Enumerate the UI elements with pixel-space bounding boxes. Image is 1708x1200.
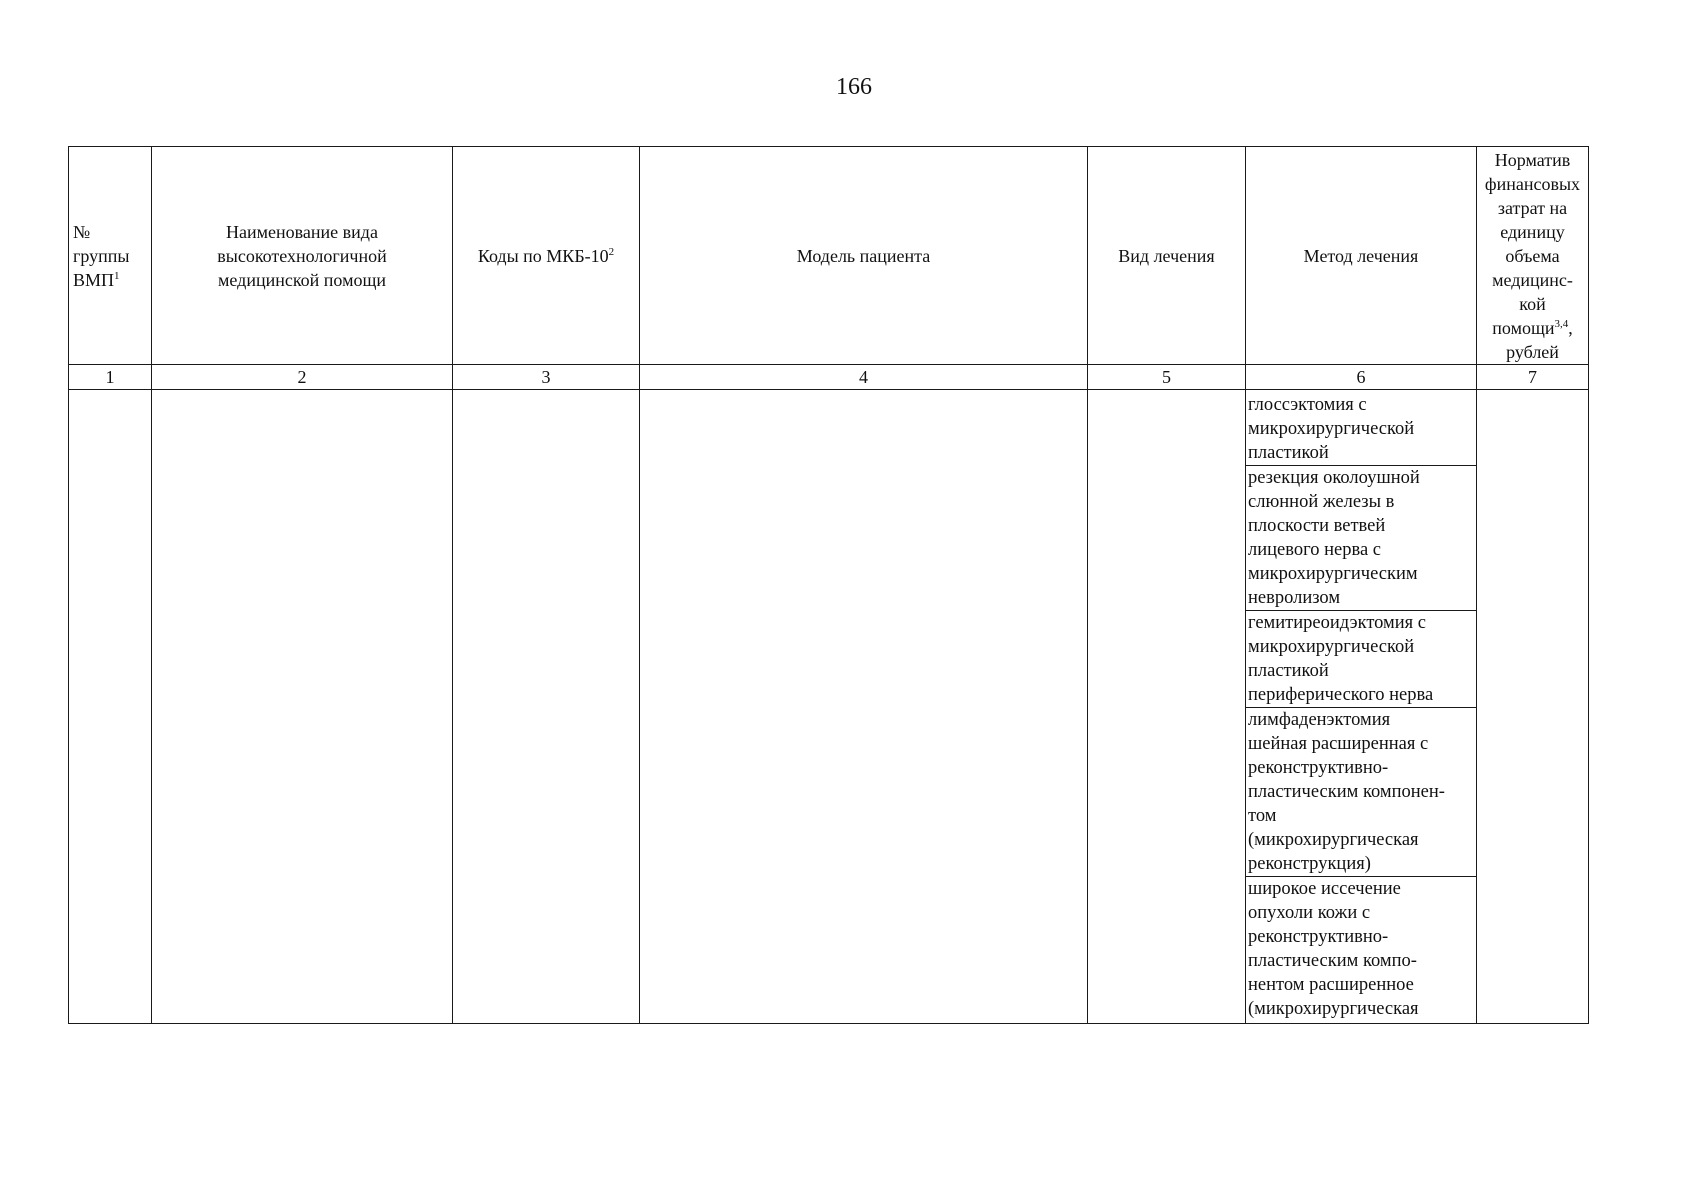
treatment-method-line: нентом расширенное [1248,974,1414,995]
column-number: 4 [640,365,1088,390]
icd-codes-cell [453,390,640,1024]
header-icd-codes: Коды по МКБ-$10^2$ [453,147,640,365]
column-number: 1 [69,365,152,390]
table-body-row [69,390,1589,1024]
treatment-method-line: пластическим компонен- [1248,781,1445,802]
column-number-row [69,365,1589,390]
treatment-method-line: опухоли кожи с [1248,902,1371,923]
column-number: 3 [453,365,640,390]
header-treatment-method: Метод лечения [1246,147,1477,365]
treatment-method-item [1246,466,1476,611]
treatment-method-line: (микрохирургическая [1248,998,1419,1019]
treatment-method-item [1246,877,1476,1021]
cost-standard-cell [1477,390,1589,1024]
table-header-row [69,147,1589,365]
treatment-method-item [1246,611,1476,708]
header-treatment-type: Вид лечения [1088,147,1246,365]
treatment-method-line: микрохирургической [1248,418,1415,439]
treatment-method-cell [1246,390,1477,1024]
treatment-method-line: реконструктивно- [1248,757,1389,778]
treatment-type-cell [1088,390,1246,1024]
treatment-method-line: глоссэктомия с [1248,394,1367,415]
treatment-method-line: периферического нерва [1248,684,1434,705]
treatment-method-line: реконструктивно- [1248,926,1389,947]
treatment-method-line: (микрохирургическая [1248,829,1419,850]
treatment-method-line: шейная расширенная с [1248,733,1429,754]
header-group-number: № группы ВМП$^1$ [69,147,152,365]
header-cost-standard: Норматив финансовых затрат на единицу объема медицинс- кой помощи$^{3,4}$, рублей [1477,147,1589,365]
group-number-cell [69,390,152,1024]
treatment-method-line: пластическим компо- [1248,950,1417,971]
treatment-method-line: пластикой [1248,442,1329,463]
page-number: 166 [836,74,872,100]
treatment-method-line: лимфаденэктомия [1248,709,1391,730]
treatment-method-line: невролизом [1248,587,1341,608]
treatment-method-line: слюнной железы в [1248,491,1395,512]
treatment-method-line: микрохирургической [1248,636,1415,657]
treatment-method-line: плоскости ветвей [1248,515,1386,536]
column-number: 5 [1088,365,1246,390]
care-type-name-cell [152,390,453,1024]
treatment-method-line: лицевого нерва с [1248,539,1382,560]
treatment-method-line: том [1248,805,1277,826]
column-number: 7 [1477,365,1589,390]
treatment-method-line: гемитиреоидэктомия с [1248,612,1427,633]
header-care-type-name: Наименование вида высокотехнологичной медицинской помощи [152,147,453,365]
column-number: 2 [152,365,453,390]
treatment-method-line: микрохирургическим [1248,563,1418,584]
header-patient-model: Модель пациента [640,147,1088,365]
treatment-table [68,146,1589,1024]
treatment-method-line: резекция околоушной [1248,467,1420,488]
treatment-method-item [1246,393,1476,466]
column-number: 6 [1246,365,1477,390]
treatment-method-line: пластикой [1248,660,1329,681]
patient-model-cell [640,390,1088,1024]
treatment-method-line: реконструкция) [1248,853,1371,874]
treatment-method-line: широкое иссечение [1248,878,1401,899]
treatment-method-item [1246,708,1476,877]
